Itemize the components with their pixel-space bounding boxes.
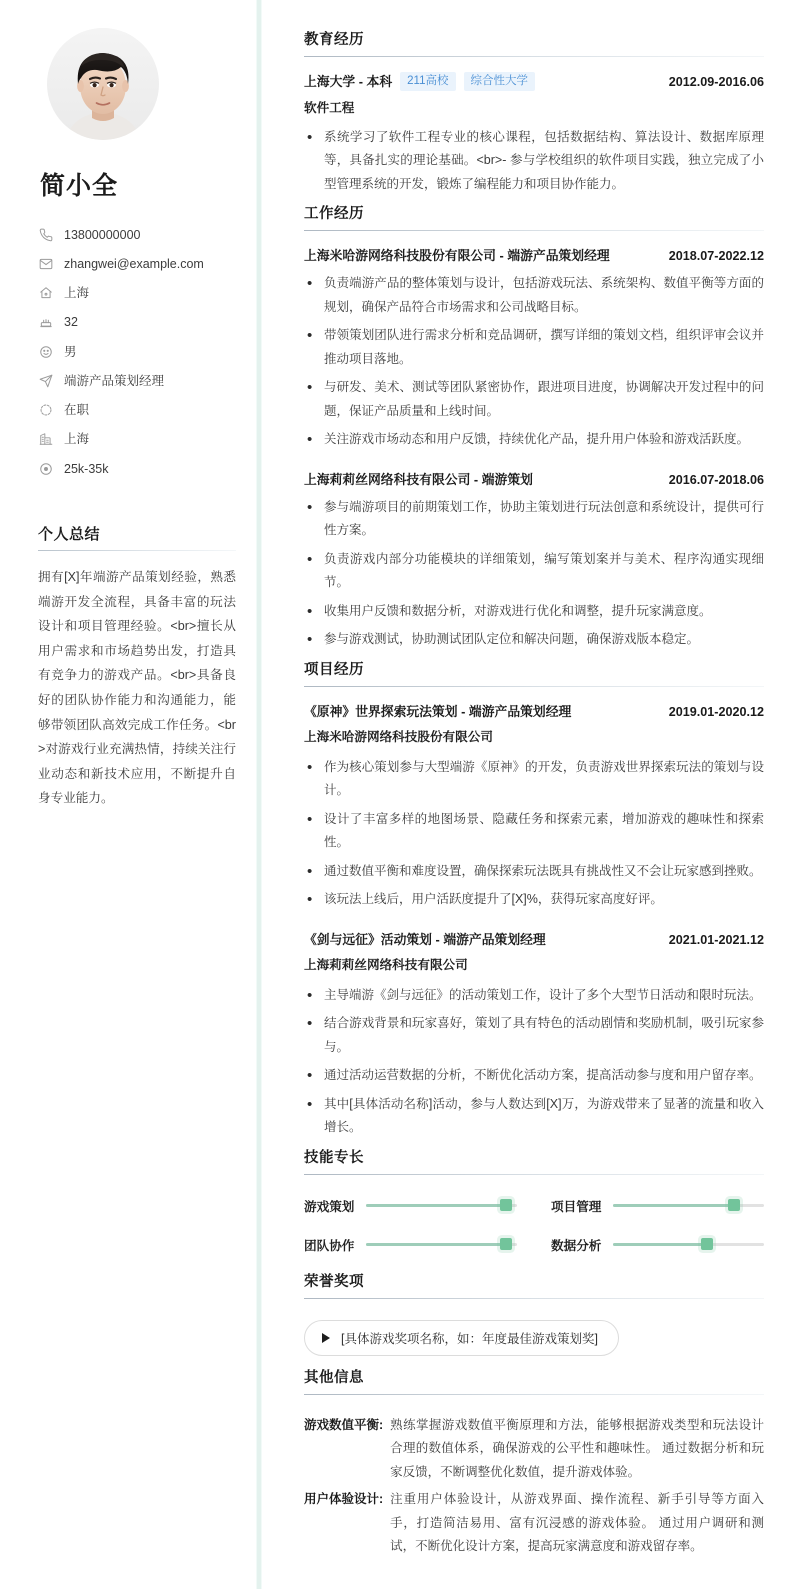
skill-fill bbox=[366, 1243, 506, 1246]
other-info-title: 其他信息 bbox=[304, 1366, 764, 1395]
skill-label: 游戏策划 bbox=[304, 1199, 355, 1214]
bullet-item: • 参与游戏测试，协助测试团队定位和解决问题，确保游戏版本稳定。 bbox=[304, 628, 764, 652]
other-info-label: 用户体验设计: bbox=[304, 1492, 384, 1507]
bullet-item: • 设计了丰富多样的地图场景、隐藏任务和探索元素，增加游戏的趣味性和探索性。 bbox=[304, 808, 764, 855]
work-entry-head bbox=[304, 470, 764, 490]
info-item-job-status bbox=[38, 396, 236, 425]
education-major: 软件工程 bbox=[304, 100, 355, 115]
education-entry bbox=[304, 72, 764, 196]
skills-title: 技能专长 bbox=[304, 1146, 764, 1175]
work-date: 2018.07-2022.12 bbox=[668, 249, 764, 264]
envelope-icon bbox=[38, 256, 53, 271]
phone-icon bbox=[38, 227, 53, 242]
honors-section bbox=[304, 1270, 764, 1360]
info-value-gender: 男 bbox=[64, 344, 77, 359]
bullet-item: • 作为核心策划参与大型端游《原神》的开发，负责游戏世界探索玩法的策划与设计。 bbox=[304, 756, 764, 803]
project-bullets bbox=[304, 984, 764, 1140]
info-value-salary: 25k-35k bbox=[64, 461, 109, 476]
bullet-item: • 主导端游《剑与远征》的活动策划工作，设计了多个大型节日活动和限时玩法。 bbox=[304, 984, 764, 1008]
play-triangle-icon bbox=[322, 1333, 330, 1343]
info-item-work-city bbox=[38, 425, 236, 454]
project-name-role: 《剑与远征》活动策划 - 端游产品策划经理 bbox=[304, 931, 546, 947]
personal-summary-text: 拥有[X]年端游产品策划经验，熟悉端游开发全流程，具备丰富的玩法设计和项目管理经验。<br>擅长从用户需求和市场趋势出发，打造具有竞争力的游戏产品。<br>具备良好的团队协作能力和沟通能力，能够带领团队高效完成工作任务。<br>对游戏行业充满热情，持续关注行业动态和新技术应用，不断提升自身专业能力。 bbox=[38, 570, 236, 806]
skill-fill bbox=[613, 1243, 706, 1246]
info-value-job-title: 端游产品策划经理 bbox=[64, 373, 165, 388]
main-content bbox=[262, 0, 794, 1589]
bullet-item: • 其中[具体活动名称]活动，参与人数达到[X]万，为游戏带来了显著的流量和收入增长。 bbox=[304, 1093, 764, 1140]
skill-knob[interactable] bbox=[728, 1199, 740, 1211]
other-info-label: 游戏数值平衡: bbox=[304, 1417, 384, 1432]
home-icon bbox=[38, 286, 53, 301]
education-section bbox=[304, 28, 764, 196]
personal-summary-section bbox=[38, 523, 236, 810]
skill-knob[interactable] bbox=[500, 1238, 512, 1250]
bullet-item: • 参与端游项目的前期策划工作，协助主策划进行玩法创意和系统设计，提供可行性方案。 bbox=[304, 496, 764, 543]
work-entry bbox=[304, 246, 764, 451]
education-title: 教育经历 bbox=[304, 28, 764, 57]
other-info-section bbox=[304, 1366, 764, 1559]
info-value-job-status: 在职 bbox=[64, 403, 90, 417]
bullet-item: • 收集用户反馈和数据分析，对游戏进行优化和调整，提升玩家满意度。 bbox=[304, 600, 764, 624]
skill-row bbox=[304, 1196, 517, 1215]
skill-label: 团队协作 bbox=[304, 1238, 355, 1253]
education-school bbox=[304, 72, 535, 92]
avatar bbox=[47, 28, 159, 140]
other-info-value: 熟练掌握游戏数值平衡原理和方法，能够根据游戏类型和玩法设计合理的数值体系，确保游戏的公平性和趣味性。 通过数据分析和玩家反馈，不断调整优化数值，提升游戏体验。 bbox=[390, 1417, 764, 1479]
work-entry-head bbox=[304, 246, 764, 266]
project-name-role: 《原神》世界探索玩法策划 - 端游产品策划经理 bbox=[304, 703, 572, 719]
refresh-icon bbox=[38, 403, 53, 418]
info-item-hometown bbox=[38, 279, 236, 308]
education-date: 2012.09-2016.06 bbox=[668, 75, 764, 89]
avatar-photo bbox=[47, 28, 159, 140]
info-item-age bbox=[38, 308, 236, 337]
cake-icon bbox=[38, 315, 53, 330]
skill-knob[interactable] bbox=[701, 1238, 713, 1250]
info-value-hometown: 上海 bbox=[64, 286, 90, 300]
work-date: 2016.07-2018.06 bbox=[668, 472, 764, 487]
projects-title: 项目经历 bbox=[304, 658, 764, 687]
work-company-role: 上海米哈游网络科技股份有限公司 - 端游产品策划经理 bbox=[304, 248, 610, 264]
skill-label: 项目管理 bbox=[551, 1199, 602, 1214]
skill-slider[interactable] bbox=[366, 1204, 517, 1207]
bullet-item: • 该玩法上线后，用户活跃度提升了[X]%，获得玩家高度好评。 bbox=[304, 888, 764, 912]
project-date: 2021.01-2021.12 bbox=[668, 932, 764, 947]
skill-row bbox=[551, 1196, 764, 1215]
info-value-age: 32 bbox=[64, 315, 78, 330]
building-icon bbox=[38, 432, 53, 447]
project-company: 上海莉莉丝网络科技有限公司 bbox=[304, 958, 468, 973]
project-date: 2019.01-2020.12 bbox=[668, 704, 764, 719]
work-title: 工作经历 bbox=[304, 202, 764, 231]
bullet-item: • 通过数值平衡和难度设置，确保探索玩法既具有挑战性又不会让玩家感到挫败。 bbox=[304, 860, 764, 884]
skill-slider[interactable] bbox=[366, 1243, 517, 1246]
personal-summary-title: 个人总结 bbox=[38, 523, 236, 552]
work-entry bbox=[304, 470, 764, 652]
project-entry-head bbox=[304, 930, 764, 950]
education-entry-head bbox=[304, 72, 764, 92]
other-info-value: 注重用户体验设计，从游戏界面、操作流程、新手引导等方面入手，打造简洁易用、富有沉浸感的游戏体验。 通过用户调研和测试，不断优化设计方案，提高玩家满意度和游戏留存率。 bbox=[390, 1492, 764, 1554]
project-entry-head bbox=[304, 702, 764, 722]
skill-fill bbox=[613, 1204, 734, 1207]
info-item-salary bbox=[38, 454, 236, 483]
project-entry bbox=[304, 702, 764, 912]
honor-item-text: [具体游戏奖项名称，如：年度最佳游戏策划奖] bbox=[341, 1331, 598, 1346]
bullet-item: • 带领策划团队进行需求分析和竞品调研，撰写详细的策划文档，组织评审会议并推动项目落地。 bbox=[304, 324, 764, 371]
bullet-item: • 关注游戏市场动态和用户反馈，持续优化产品，提升用户体验和游戏活跃度。 bbox=[304, 428, 764, 452]
other-info-list bbox=[304, 1410, 764, 1559]
skills-section bbox=[304, 1146, 764, 1264]
education-bullets bbox=[304, 126, 764, 197]
education-school-name: 上海大学 - 本科 bbox=[304, 74, 393, 89]
info-value-email: zhangwei@example.com bbox=[64, 256, 204, 271]
bullet-item: • 系统学习了软件工程专业的核心课程，包括数据结构、算法设计、数据库原理等，具备扎实的理论基础。<br>- 参与学校组织的软件项目实践，独立完成了小型管理系统的开发，锻炼了编程能力和项目协作能力。 bbox=[304, 126, 764, 197]
target-icon bbox=[38, 461, 53, 476]
person-name: 简小全 bbox=[40, 172, 119, 200]
projects-section bbox=[304, 658, 764, 1140]
skill-row bbox=[551, 1235, 764, 1254]
info-item-gender bbox=[38, 337, 236, 366]
skill-slider[interactable] bbox=[613, 1204, 764, 1207]
work-bullets bbox=[304, 272, 764, 452]
honor-item[interactable] bbox=[304, 1320, 619, 1356]
work-bullets bbox=[304, 496, 764, 652]
contact-info-list bbox=[38, 220, 236, 483]
project-entry bbox=[304, 930, 764, 1140]
skills-grid bbox=[304, 1190, 764, 1264]
bullet-item: • 通过活动运营数据的分析，不断优化活动方案，提高活动参与度和用户留存率。 bbox=[304, 1064, 764, 1088]
project-company: 上海米哈游网络科技股份有限公司 bbox=[304, 730, 493, 745]
skill-fill bbox=[366, 1204, 506, 1207]
bullet-item: • 与研发、美术、测试等团队紧密协作，跟进项目进度，协调解决开发过程中的问题，保证产品质量和上线时间。 bbox=[304, 376, 764, 423]
skill-label: 数据分析 bbox=[551, 1238, 602, 1253]
education-tag-211: 211高校 bbox=[400, 72, 455, 91]
bullet-item: • 负责端游产品的整体策划与设计，包括游戏玩法、系统架构、数值平衡等方面的规划，确保产品符合市场需求和公司战略目标。 bbox=[304, 272, 764, 319]
info-value-phone: 13800000000 bbox=[64, 227, 141, 242]
work-section bbox=[304, 202, 764, 651]
skill-row bbox=[304, 1235, 517, 1254]
skill-slider[interactable] bbox=[613, 1243, 764, 1246]
other-info-row bbox=[304, 1414, 764, 1485]
work-company-role: 上海莉莉丝网络科技有限公司 - 端游策划 bbox=[304, 471, 533, 487]
paper-plane-icon bbox=[38, 373, 53, 388]
info-value-work-city: 上海 bbox=[64, 432, 90, 447]
bullet-item: • 结合游戏背景和玩家喜好，策划了具有特色的活动剧情和奖励机制，吸引玩家参与。 bbox=[304, 1012, 764, 1059]
project-bullets bbox=[304, 756, 764, 912]
info-item-job-title bbox=[38, 366, 236, 395]
education-tag-comprehensive: 综合性大学 bbox=[464, 72, 536, 91]
sidebar bbox=[0, 0, 262, 1589]
bullet-item: • 负责游戏内部分功能模块的详细策划，编写策划案并与美术、程序沟通实现细节。 bbox=[304, 548, 764, 595]
gender-icon bbox=[38, 344, 53, 359]
info-item-email bbox=[38, 249, 236, 278]
other-info-row bbox=[304, 1488, 764, 1559]
info-item-phone bbox=[38, 220, 236, 249]
skill-knob[interactable] bbox=[500, 1199, 512, 1211]
honors-title: 荣誉奖项 bbox=[304, 1270, 764, 1299]
